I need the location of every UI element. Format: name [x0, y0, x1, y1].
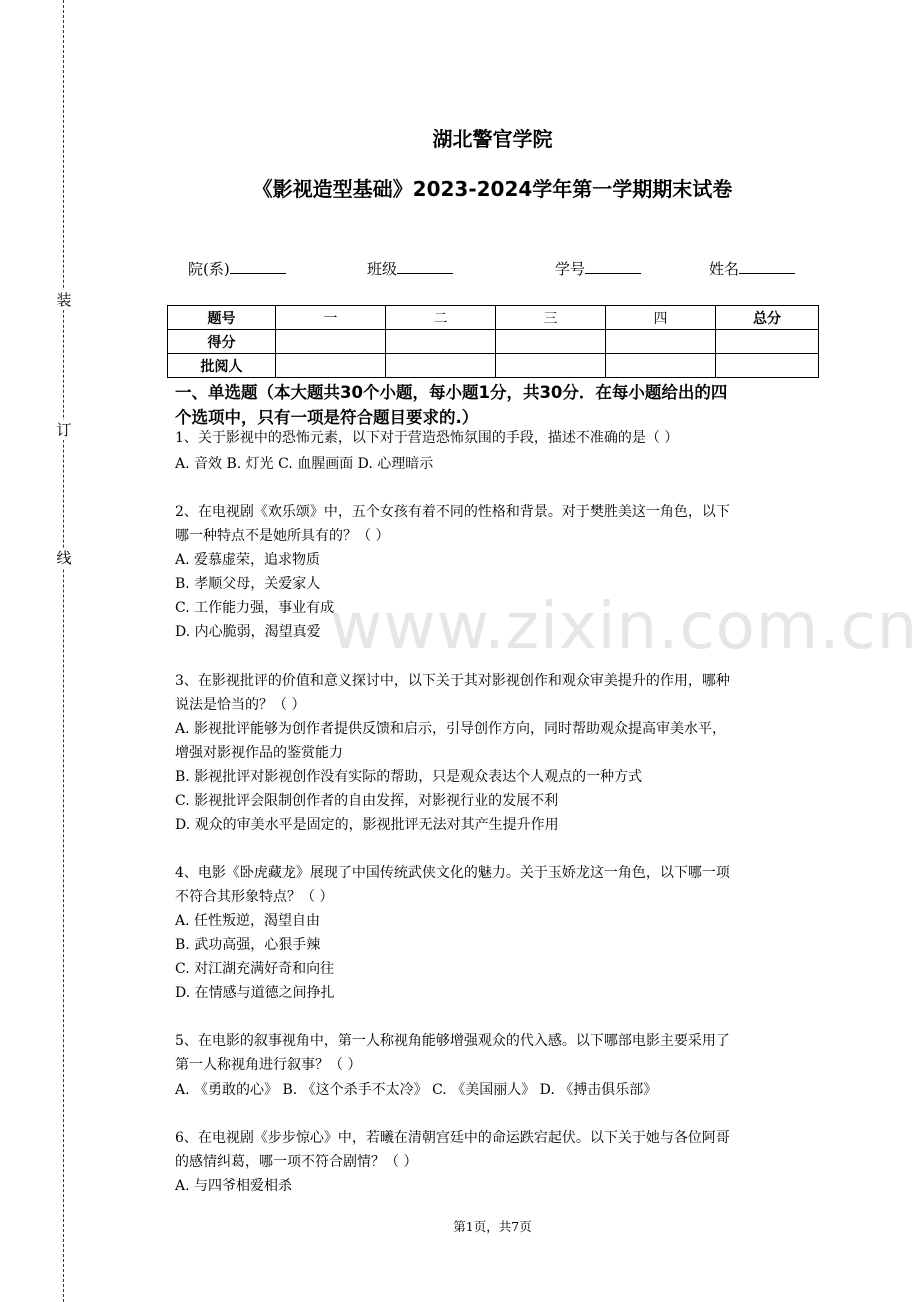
name-blank[interactable]	[739, 259, 795, 274]
score-row-label: 得分	[168, 330, 276, 354]
class-blank[interactable]	[397, 259, 453, 274]
question-5-options[interactable]: A. 《勇敢的心》 B. 《这个杀手不太冷》 C. 《美国丽人》 D. 《搏击俱乐部》	[175, 1082, 658, 1098]
question-3-option-a[interactable]: A. 影视批评能够为创作者提供反馈和启示，引导创作方向，同时帮助观众提高审美水平，	[175, 721, 727, 737]
exam-title: 《影视造型基础》2023-2024学年第一学期期末试卷	[252, 177, 733, 201]
score-header-cell: 一	[276, 306, 386, 330]
student-id-label: 学号	[555, 260, 586, 278]
question-3-stem: 3、在影视批评的价值和意义探讨中，以下关于其对影视创作和观众审美提升的作用，哪种	[175, 673, 730, 689]
dept-label: 院(系)	[188, 260, 230, 278]
question-4-stem: 4、电影《卧虎藏龙》展现了中国传统武侠文化的魅力。关于玉娇龙这一角色，以下哪一项	[175, 865, 730, 881]
section-heading-line: 个选项中，只有一项是符合题目要求的.）	[175, 408, 479, 427]
question-4-option-a[interactable]: A. 任性叛逆，渴望自由	[175, 913, 321, 929]
page-footer: 第1页，共7页	[453, 1219, 532, 1234]
question-3-option-d[interactable]: D. 观众的审美水平是固定的，影视批评无法对其产生提升作用	[175, 817, 559, 833]
question-2-option-b[interactable]: B. 孝顺父母，关爱家人	[175, 576, 321, 592]
binding-char-xian: 线	[56, 549, 72, 567]
school-title: 湖北警官学院	[432, 127, 553, 151]
binding-char-ding: 订	[56, 421, 72, 439]
student-id-field[interactable]	[555, 258, 641, 279]
student-id-blank[interactable]	[585, 259, 641, 274]
question-6-option-a[interactable]: A. 与四爷相爱相杀	[175, 1178, 293, 1194]
score-header-cell: 总分	[716, 306, 819, 330]
score-header-cell: 三	[496, 306, 606, 330]
question-6-stem: 6、在电视剧《步步惊心》中，若曦在清朝宫廷中的命运跌宕起伏。以下关于她与各位阿哥	[175, 1130, 730, 1146]
name-label: 姓名	[709, 260, 740, 278]
question-5-stem-cont: 第一人称视角进行叙事？（ ）	[175, 1057, 362, 1073]
question-1-options[interactable]: A. 音效 B. 灯光 C. 血腥画面 D. 心理暗示	[175, 456, 434, 472]
question-2-stem: 2、在电视剧《欢乐颂》中，五个女孩有着不同的性格和背景。对于樊胜美这一角色，以下	[175, 504, 730, 520]
score-cell[interactable]	[496, 330, 606, 354]
question-4-option-d[interactable]: D. 在情感与道德之间挣扎	[175, 985, 335, 1001]
score-cell[interactable]	[386, 330, 496, 354]
reviewer-cell[interactable]	[716, 354, 819, 378]
question-3-option-c[interactable]: C. 影视批评会限制创作者的自由发挥，对影视行业的发展不利	[175, 793, 559, 809]
question-3-stem-cont: 说法是恰当的？（ ）	[175, 697, 306, 713]
class-label: 班级	[367, 260, 398, 278]
question-2-option-a[interactable]: A. 爱慕虚荣，追求物质	[175, 552, 321, 568]
score-cell[interactable]	[606, 330, 716, 354]
question-1-stem: 1、关于影视中的恐怖元素，以下对于营造恐怖氛围的手段，描述不准确的是（ ）	[175, 430, 679, 446]
question-4-option-b[interactable]: B. 武功高强，心狠手辣	[175, 937, 321, 953]
score-table	[167, 305, 819, 378]
question-2-stem-cont: 哪一种特点不是她所具有的？（ ）	[175, 528, 390, 544]
reviewer-row	[168, 354, 819, 378]
reviewer-cell[interactable]	[606, 354, 716, 378]
dept-field[interactable]	[188, 258, 286, 279]
question-3-option-a-cont[interactable]: 增强对影视作品的鉴赏能力	[175, 745, 343, 761]
question-5-stem: 5、在电影的叙事视角中，第一人称视角能够增强观众的代入感。以下哪部电影主要采用了	[175, 1033, 730, 1049]
reviewer-cell[interactable]	[386, 354, 496, 378]
score-header-cell: 题号	[168, 306, 276, 330]
question-2-option-c[interactable]: C. 工作能力强，事业有成	[175, 600, 335, 616]
score-header-cell: 二	[386, 306, 496, 330]
section-heading-line: 一、单选题（本大题共30个小题，每小题1分，共30分．在每小题给出的四	[175, 383, 728, 402]
score-table-header-row	[168, 306, 819, 330]
question-2-option-d[interactable]: D. 内心脆弱，渴望真爱	[175, 624, 321, 640]
binding-char-zhuang: 装	[56, 291, 72, 309]
reviewer-cell[interactable]	[496, 354, 606, 378]
question-4-stem-cont: 不符合其形象特点？（ ）	[175, 889, 334, 905]
score-header-cell: 四	[606, 306, 716, 330]
dept-blank[interactable]	[230, 259, 286, 274]
reviewer-cell[interactable]	[276, 354, 386, 378]
question-3-option-b[interactable]: B. 影视批评对影视创作没有实际的帮助，只是观众表达个人观点的一种方式	[175, 769, 643, 785]
section-heading	[175, 380, 815, 430]
question-4-option-c[interactable]: C. 对江湖充满好奇和向往	[175, 961, 335, 977]
class-field[interactable]	[367, 258, 453, 279]
score-cell[interactable]	[716, 330, 819, 354]
name-field[interactable]	[709, 258, 795, 279]
watermark: www.zixin.com.cn	[330, 590, 919, 664]
question-6-stem-cont: 的感情纠葛，哪一项不符合剧情？（ ）	[175, 1154, 418, 1170]
score-cell[interactable]	[276, 330, 386, 354]
score-row	[168, 330, 819, 354]
reviewer-row-label: 批阅人	[168, 354, 276, 378]
